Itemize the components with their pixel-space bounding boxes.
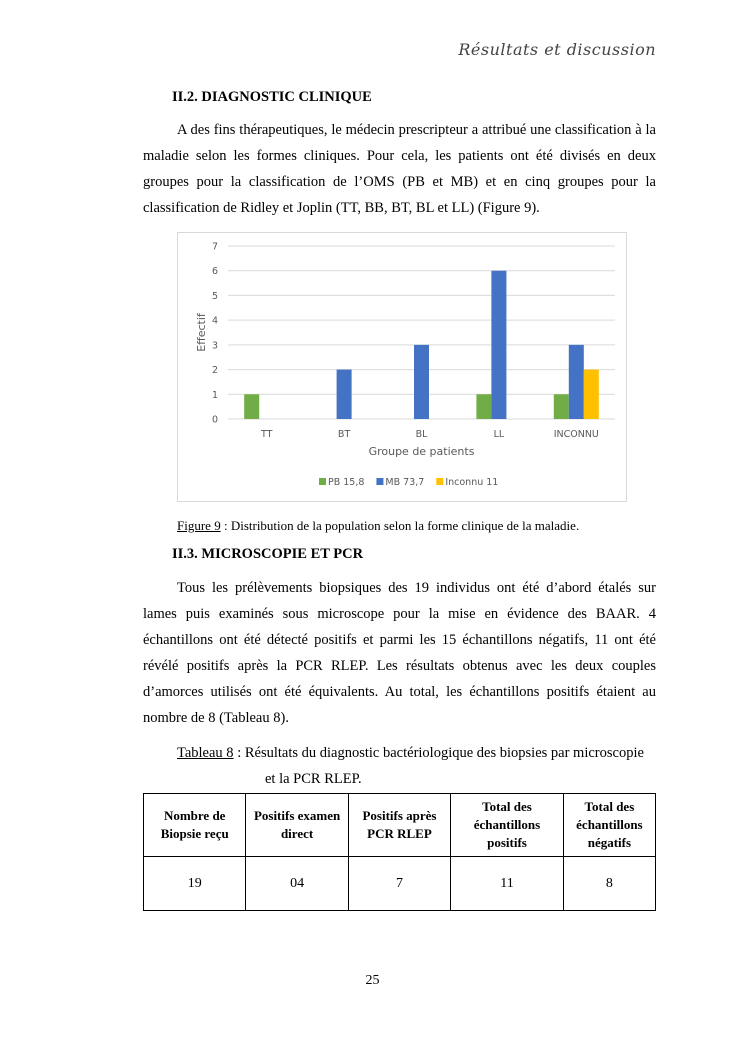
y-tick-label: 6 (211, 266, 218, 278)
legend-swatch (436, 478, 443, 485)
page-number: 25 (365, 973, 380, 988)
table-cell: 7 (348, 857, 450, 911)
table-header-cell: Positifs après PCR RLEP (348, 794, 450, 857)
bar (491, 271, 506, 419)
y-tick-label: 7 (211, 241, 218, 253)
table-header-cell: Positifs examen direct (246, 794, 348, 857)
table-caption-text: : Résultats du diagnostic bactériologique des biopsies par microscopie (233, 745, 644, 761)
paragraph-diagnostic-text: A des fins thérapeutiques, le médecin prescripteur a attribué une classification à la maladie selon les formes cliniques. Pour cela, les patients ont été divisés en deux groupes pour la classification de l’OMS (PB et MB) et en cinq groupes pour la classification de Ridley et Joplin (TT, BB, BT, BL et LL) (Figure 9). (143, 122, 656, 216)
legend-label: MB 73,7 (385, 477, 425, 488)
x-tick-label: BT (337, 429, 351, 440)
table-header-row (144, 794, 656, 857)
section-title-microscopie-pcr: II.3. MICROSCOPIE ET PCR (172, 546, 364, 562)
results-table (143, 793, 656, 911)
x-tick-label: BL (415, 429, 428, 440)
x-tick-label: LL (493, 429, 505, 440)
y-tick-label: 0 (211, 414, 218, 426)
table-cell: 04 (246, 857, 348, 911)
paragraph-diagnostic (143, 117, 656, 221)
table-caption-label: Tableau 8 (177, 745, 234, 761)
running-header: Résultats et discussion (458, 40, 656, 59)
y-tick-label: 5 (211, 290, 218, 302)
table-header-cell: Total des échantillons négatifs (563, 794, 655, 857)
table-caption-line2: et la PCR RLEP. (265, 771, 362, 787)
figure-caption-label: Figure 9 (177, 518, 221, 533)
bar (414, 345, 429, 419)
y-axis-title: Effectif (195, 313, 208, 352)
bar (569, 345, 584, 419)
x-tick-label: INCONNU (553, 429, 599, 440)
figure-caption (177, 518, 579, 534)
table-row (144, 857, 656, 911)
legend-swatch (319, 478, 326, 485)
paragraph-microscopie-text: Tous les prélèvements biopsiques des 19 individus ont été d’abord étalés sur lames puis examinés sous microscope pour la mise en évidence des BAAR. 4 échantillons ont été détecté positifs et parmi les 15 échantillons négatifs, 11 ont été révélé positifs après la PCR RLEP. Les résultats obtenus avec les deux couples d’amorces utilisés ont été équivalents. Au total, les échantillons positifs étaient au nombre de 8 (Tableau 8). (143, 580, 656, 726)
x-tick-label: TT (260, 429, 273, 440)
bar (476, 394, 491, 419)
bar-chart (177, 232, 627, 502)
figure-caption-text: : Distribution de la population selon la forme clinique de la maladie. (220, 518, 580, 533)
table-cell: 19 (144, 857, 246, 911)
table-cell: 8 (563, 857, 655, 911)
bar-chart-svg (178, 233, 628, 503)
bar (584, 370, 599, 419)
y-tick-label: 1 (211, 389, 218, 401)
y-tick-label: 2 (211, 365, 218, 377)
table-cell: 11 (451, 857, 564, 911)
x-axis-title: Groupe de patients (368, 445, 475, 458)
section-title-diagnostic-clinique: II.2. DIAGNOSTIC CLINIQUE (172, 89, 372, 105)
y-tick-label: 4 (211, 315, 218, 327)
table-header-cell: Nombre de Biopsie reçu (144, 794, 246, 857)
table-caption (177, 740, 656, 792)
bar (554, 394, 569, 419)
paragraph-microscopie (143, 575, 656, 731)
table-header-cell: Total des échantillons positifs (451, 794, 564, 857)
legend-swatch (376, 478, 383, 485)
bar (337, 370, 352, 419)
y-tick-label: 3 (211, 340, 218, 352)
legend-label: Inconnu 11 (445, 477, 499, 488)
bar (244, 394, 259, 419)
legend-label: PB 15,8 (328, 477, 365, 488)
